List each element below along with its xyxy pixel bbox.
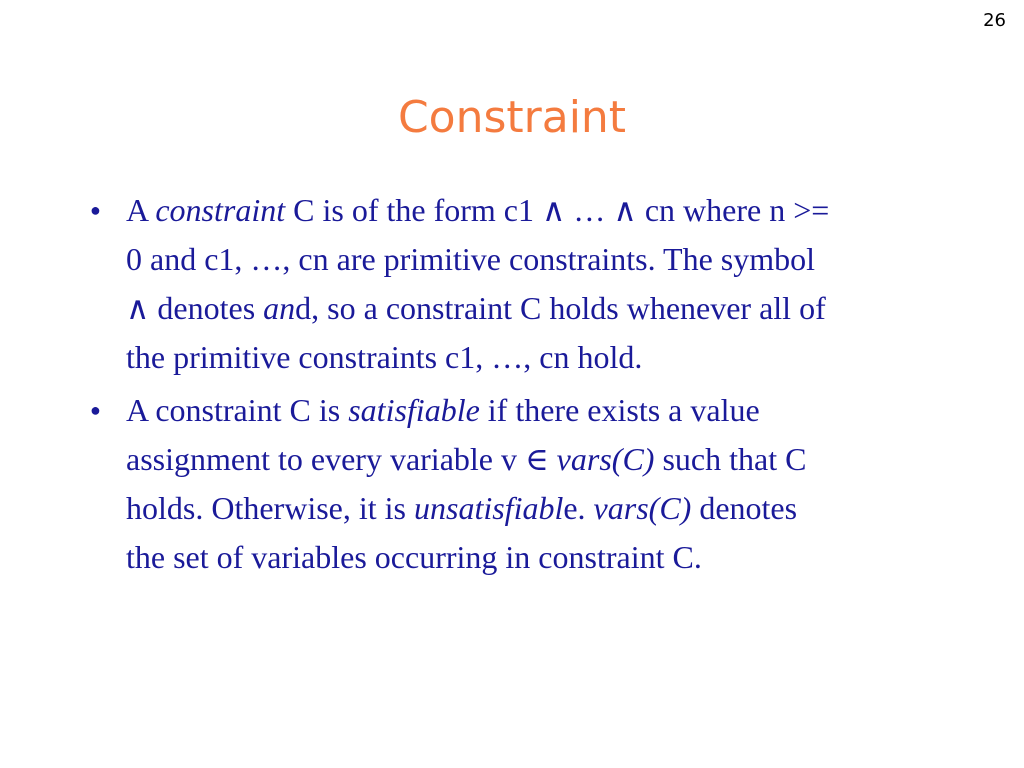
bullet-satisfiable-definition <box>86 386 946 582</box>
bullet-dot-icon: ● <box>90 400 101 420</box>
text-span: holds. Otherwise, it is <box>126 490 414 526</box>
text-span: ∧ denotes <box>126 290 264 326</box>
slide-title: Constraint <box>397 92 627 143</box>
italic-term: constraint <box>155 192 286 228</box>
bullet-line: the set of variables occurring in constraint C. <box>126 539 702 575</box>
bullet-line <box>126 484 946 533</box>
text-span: denotes <box>691 490 798 526</box>
bullet-list <box>86 186 946 586</box>
text-span: if there exists a value <box>479 392 760 428</box>
italic-term: satisfiable <box>348 392 480 428</box>
text-span: e. <box>563 490 594 526</box>
bullet-line: the primitive constraints c1, …, cn hold. <box>126 339 643 375</box>
bullet-line <box>126 284 946 333</box>
bullet-dot-icon: ● <box>90 200 101 220</box>
italic-term: unsatisfiabl <box>413 490 564 526</box>
bullet-line <box>126 386 946 435</box>
text-span: A constraint C is <box>126 392 349 428</box>
bullet-line: 0 and c1, …, cn are primitive constraints. The symbol <box>126 241 816 277</box>
italic-term: vars(C) <box>556 441 655 477</box>
bullet-line <box>126 186 946 235</box>
bullet-line <box>126 435 946 484</box>
text-span: assignment to every variable v ∈ <box>126 441 557 477</box>
bullet-constraint-definition <box>86 186 946 382</box>
text-span: d, so a constraint C holds whenever all of <box>295 290 826 326</box>
text-span: such that C <box>654 441 807 477</box>
text-span: C is of the form c1 ∧ … ∧ cn where n >= <box>285 192 830 228</box>
text-span: A <box>126 192 156 228</box>
italic-term: an <box>263 290 296 326</box>
italic-term: vars(C) <box>593 490 692 526</box>
slide-number: 26 <box>983 10 1006 31</box>
